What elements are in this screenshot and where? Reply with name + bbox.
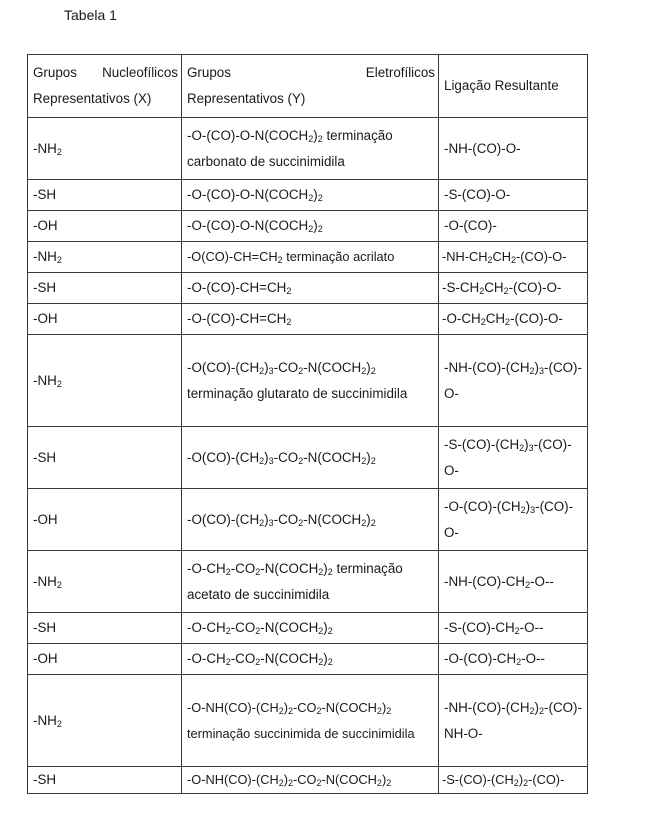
table-row (28, 767, 588, 794)
cell-y: $-O-CH_2-CO_2-N(COCH_2)_2$ (182, 644, 439, 675)
cell-result: $-NH-CH_2CH_2-(CO)-O-$ (439, 242, 588, 273)
cell-y: $-O-(CO)-CH=CH_2$ (182, 304, 439, 335)
table-row (28, 613, 588, 644)
table-row (28, 118, 588, 180)
cell-y: $-O-(CO)-O-N(COCH_2)_2$ (182, 180, 439, 211)
cell-result: -S-(CO)-O- (439, 180, 588, 211)
cell-result: $-O-(CO)-(CH_2)_3-(CO)-O-$ (439, 489, 588, 551)
cell-x: -SH (28, 427, 182, 489)
table-row (28, 335, 588, 427)
cell-result: $-S-(CO)-(CH_2)_3-(CO)-O-$ (439, 427, 588, 489)
table-row (28, 675, 588, 767)
cell-y: $-O-(CO)-O-N(COCH_2)_2$ terminação carbonato de succinimidila (182, 118, 439, 180)
header-result: Ligação Resultante (439, 55, 588, 118)
header-electrophilic (182, 55, 439, 118)
cell-x: -SH (28, 273, 182, 304)
cell-x: -OH (28, 211, 182, 242)
table-row (28, 273, 588, 304)
cell-x: -OH (28, 304, 182, 335)
cell-result: $-S-CH_2CH_2-(CO)-O-$ (439, 273, 588, 304)
cell-x: -OH (28, 489, 182, 551)
table-row (28, 644, 588, 675)
cell-result: $-NH-(CO)-CH_2-O--$ (439, 551, 588, 613)
cell-x: $-NH_2$ (28, 335, 182, 427)
table-row (28, 242, 588, 273)
table-row (28, 211, 588, 242)
table-row (28, 180, 588, 211)
data-table (27, 54, 588, 794)
header-y-word1: Grupos (187, 65, 231, 80)
cell-x: -OH (28, 644, 182, 675)
cell-x: $-NH_2$ (28, 242, 182, 273)
cell-x: -SH (28, 180, 182, 211)
header-x-line2: Representativos (X) (33, 91, 152, 106)
cell-x: $-NH_2$ (28, 551, 182, 613)
cell-y: $-O-NH(CO)-(CH_2)_2-CO_2-N(COCH_2)_2$ (182, 767, 439, 794)
cell-result: $-O-CH_2CH_2-(CO)-O-$ (439, 304, 588, 335)
cell-result: $-S-(CO)-CH_2-O--$ (439, 613, 588, 644)
cell-y: $-O(CO)-(CH_2)_3-CO_2-N(COCH_2)_2$ terminação glutarato de succinimidila (182, 335, 439, 427)
table-row (28, 551, 588, 613)
cell-y: $-O-(CO)-CH=CH_2$ (182, 273, 439, 304)
cell-y: $-O-(CO)-O-N(COCH_2)_2$ (182, 211, 439, 242)
cell-result: $-O-(CO)-CH_2-O--$ (439, 644, 588, 675)
cell-result: $-S-(CO)-(CH_2)_2-(CO)-$ (439, 767, 588, 794)
table-caption: Tabela 1 (64, 7, 117, 23)
cell-y: $-O-NH(CO)-(CH_2)_2-CO_2-N(COCH_2)_2$ terminação succinimida de succinimidila (182, 675, 439, 767)
cell-x: -SH (28, 767, 182, 794)
cell-y: $-O(CO)-(CH_2)_3-CO_2-N(COCH_2)_2$ (182, 427, 439, 489)
header-x-line1: Grupos Nucleofílicos (33, 65, 178, 80)
table-row (28, 489, 588, 551)
table-row (28, 304, 588, 335)
header-nucleophilic (28, 55, 182, 118)
cell-y: $-O(CO)-CH=CH_2$ terminação acrilato (182, 242, 439, 273)
cell-result: -NH-(CO)-O- (439, 118, 588, 180)
cell-result: $-NH-(CO)-(CH_2)_2-(CO)-NH-O-$ (439, 675, 588, 767)
cell-y: $-O-CH_2-CO_2-N(COCH_2)_2$ (182, 613, 439, 644)
cell-result: -O-(CO)- (439, 211, 588, 242)
header-row (28, 55, 588, 118)
cell-y: $-O-CH_2-CO_2-N(COCH_2)_2$ terminação acetato de succinimidila (182, 551, 439, 613)
cell-x: $-NH_2$ (28, 675, 182, 767)
cell-y: $-O(CO)-(CH_2)_3-CO_2-N(COCH_2)_2$ (182, 489, 439, 551)
cell-x: -SH (28, 613, 182, 644)
table-row (28, 427, 588, 489)
cell-result: $-NH-(CO)-(CH_2)_3-(CO)-O-$ (439, 335, 588, 427)
header-y-line2: Representativos (Y) (187, 91, 306, 106)
cell-x: $-NH_2$ (28, 118, 182, 180)
header-y-word2: Eletrofílicos (365, 65, 435, 80)
